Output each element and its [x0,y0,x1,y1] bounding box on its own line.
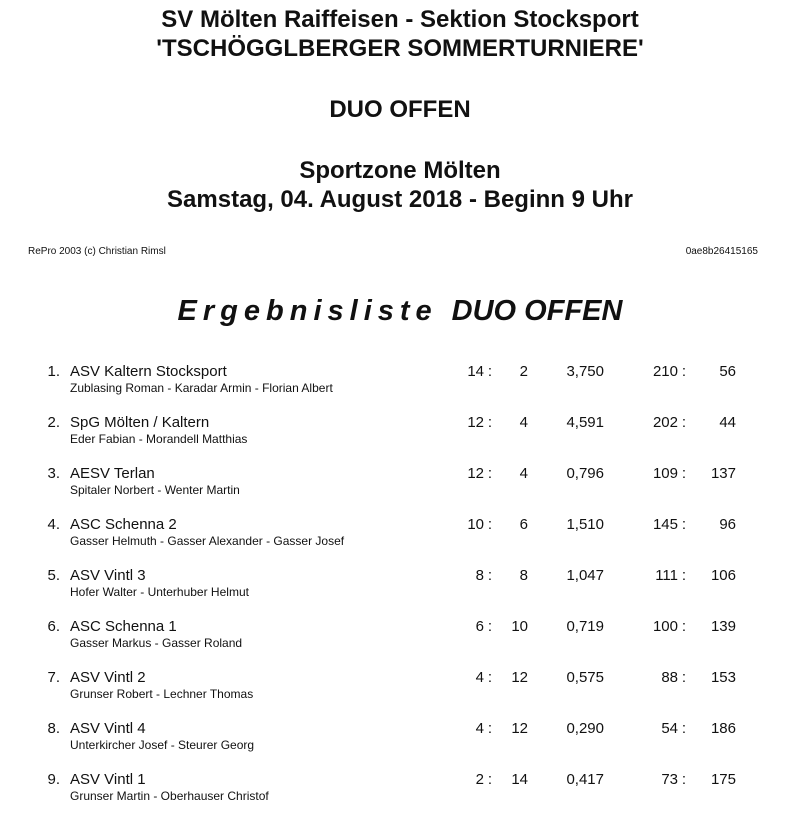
rank: 1. [47,363,60,380]
results-list-label: Ergebnisliste [177,295,438,327]
points-won: 12 [467,465,484,482]
club-title: SV Mölten Raiffeisen - Sektion Stocksport [161,6,639,33]
event-date: Samstag, 04. August 2018 - Beginn 9 Uhr [167,186,633,213]
rank: 9. [47,771,60,788]
table-row [0,666,800,717]
tournament-title: 'TSCHÖGGLBERGER SOMMERTURNIERE' [156,35,644,62]
stock-points-for: 210 [652,363,678,380]
team-name: ASV Vintl 4 [70,720,146,737]
rank: 7. [47,669,60,686]
stock-points-for: 145 [652,516,678,533]
document-code: 0ae8b26415165 [685,246,758,257]
team-name: ASV Vintl 1 [70,771,146,788]
stock-points-for: 88 [661,669,678,686]
stock-points-against: 175 [710,771,736,788]
venue: Sportzone Mölten [299,157,501,184]
quotient: 3,750 [566,363,604,380]
points-lost: 4 [519,414,528,431]
table-row [0,768,800,819]
player-names: Gasser Helmuth - Gasser Alexander - Gasser Josef [70,534,345,548]
stock-points-against: 139 [710,618,736,635]
team-name: AESV Terlan [70,465,155,482]
points-separator: : [487,414,493,431]
points-won: 12 [467,414,484,431]
stock-points-against: 56 [719,363,736,380]
rank: 2. [47,414,60,431]
table-row [0,360,800,411]
quotient: 0,575 [566,669,604,686]
team-name: ASC Schenna 2 [70,516,177,533]
table-row [0,717,800,768]
stock-points-for: 100 [652,618,678,635]
points-separator: : [487,669,493,686]
points-separator: : [487,771,493,788]
rank: 3. [47,465,60,482]
table-row [0,411,800,462]
software-credit: RePro 2003 (c) Christian Rimsl [28,246,166,257]
stock-points-against: 153 [710,669,736,686]
player-names: Gasser Markus - Gasser Roland [70,636,243,650]
points-separator: : [487,567,493,584]
quotient: 0,719 [566,618,604,635]
stock-separator: : [681,516,687,533]
stock-points-against: 186 [710,720,736,737]
quotient: 4,591 [566,414,604,431]
player-names: Eder Fabian - Morandell Matthias [70,432,248,446]
player-names: Grunser Robert - Lechner Thomas [70,687,254,701]
stock-points-for: 111 [655,567,678,584]
stock-points-for: 54 [661,720,678,737]
team-name: ASV Kaltern Stocksport [70,363,227,380]
team-name: ASV Vintl 2 [70,669,146,686]
quotient: 0,417 [566,771,604,788]
table-row [0,513,800,564]
stock-separator: : [681,618,687,635]
table-row [0,564,800,615]
team-name: SpG Mölten / Kaltern [70,414,210,431]
stock-separator: : [681,465,687,482]
stock-separator: : [681,771,687,788]
team-name: ASC Schenna 1 [70,618,177,635]
rank: 5. [47,567,60,584]
stock-separator: : [681,414,687,431]
stock-points-for: 73 [661,771,678,788]
player-names: Spitaler Norbert - Wenter Martin [70,483,240,497]
points-separator: : [487,465,493,482]
results-list-category: DUO OFFEN [451,295,623,327]
rank: 4. [47,516,60,533]
points-won: 10 [467,516,484,533]
points-lost: 8 [519,567,528,584]
rank: 8. [47,720,60,737]
player-names: Zublasing Roman - Karadar Armin - Florian Albert [70,381,333,395]
player-names: Unterkircher Josef - Steurer Georg [70,738,255,752]
stock-separator: : [681,669,687,686]
points-lost: 10 [511,618,528,635]
points-won: 2 [475,771,484,788]
stock-separator: : [681,363,687,380]
points-won: 8 [475,567,484,584]
points-separator: : [487,720,493,737]
stock-points-for: 202 [652,414,678,431]
player-names: Hofer Walter - Unterhuber Helmut [70,585,249,599]
points-lost: 12 [511,720,528,737]
table-row [0,615,800,666]
points-lost: 6 [519,516,528,533]
stock-points-for: 109 [652,465,678,482]
points-won: 6 [475,618,484,635]
stock-separator: : [681,720,687,737]
points-separator: : [487,516,493,533]
results-list-title [0,294,800,328]
stock-points-against: 96 [719,516,736,533]
quotient: 1,510 [566,516,604,533]
points-separator: : [487,363,493,380]
quotient: 0,290 [566,720,604,737]
table-row [0,462,800,513]
points-separator: : [487,618,493,635]
stock-separator: : [681,567,687,584]
category-title: DUO OFFEN [329,96,471,123]
stock-points-against: 137 [710,465,736,482]
quotient: 1,047 [566,567,604,584]
rank: 6. [47,618,60,635]
points-lost: 14 [511,771,528,788]
results-table [0,360,800,819]
points-lost: 4 [519,465,528,482]
points-lost: 2 [519,363,528,380]
quotient: 0,796 [566,465,604,482]
player-names: Grunser Martin - Oberhauser Christof [70,789,269,803]
points-lost: 12 [511,669,528,686]
stock-points-against: 106 [710,567,736,584]
points-won: 4 [475,720,484,737]
points-won: 14 [467,363,484,380]
stock-points-against: 44 [719,414,736,431]
team-name: ASV Vintl 3 [70,567,146,584]
points-won: 4 [475,669,484,686]
